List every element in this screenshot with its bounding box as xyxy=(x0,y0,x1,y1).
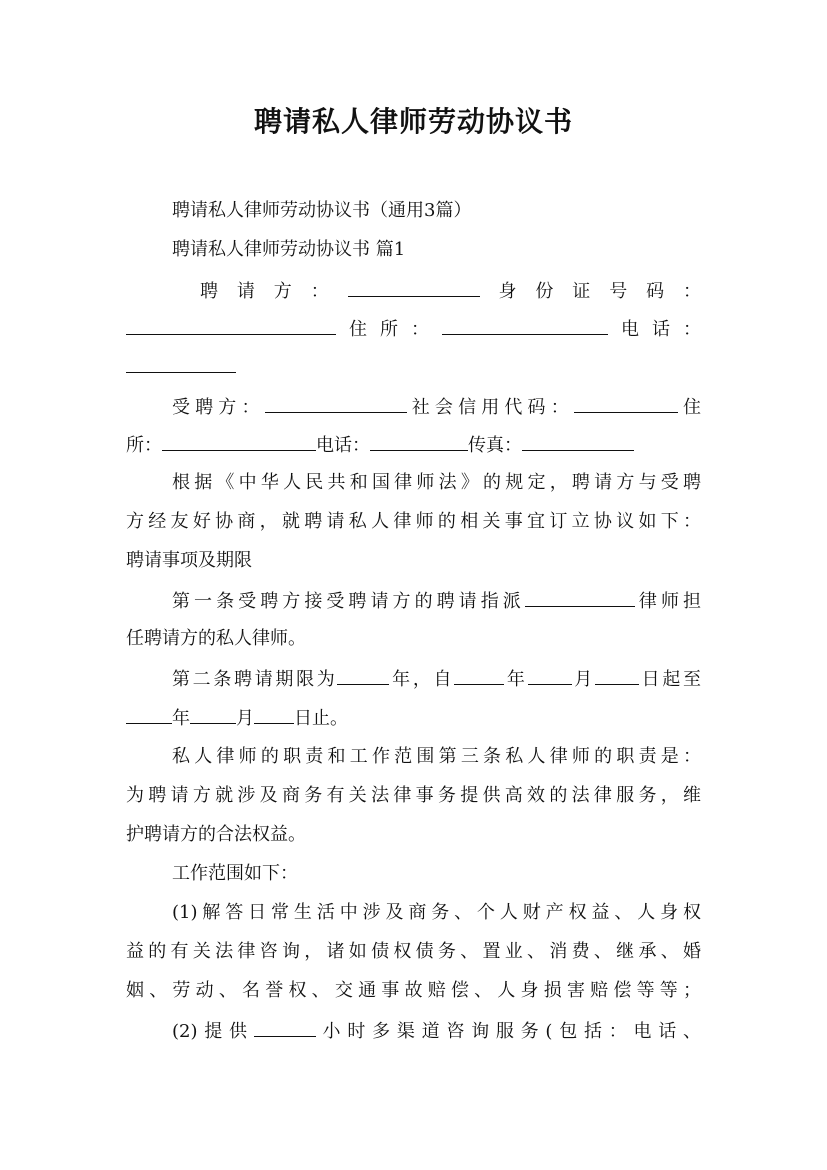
article-2-month-label: 月 xyxy=(571,669,595,690)
basis-line-3: 聘请事项及期限 xyxy=(126,550,252,571)
employee-label: 受聘方： xyxy=(172,397,265,418)
start-month-blank xyxy=(528,666,572,685)
basis-line-1: 根据《中华人民共和国律师法》的规定，聘请方与受聘 xyxy=(172,472,701,493)
employer-line-2 xyxy=(126,316,701,342)
article-2-year-from: 年，自 xyxy=(389,669,455,690)
scope-heading: 工作范围如下： xyxy=(172,863,298,884)
employee-address-blank xyxy=(162,432,316,451)
item-2-line-1 xyxy=(172,1018,701,1044)
id-number-label: 身份证号码： xyxy=(479,281,702,302)
credit-code-label: 社会信用代码： xyxy=(406,397,574,418)
employer-label: 聘请方： xyxy=(200,281,348,302)
employer-line-1 xyxy=(200,278,701,304)
article-2-line-1 xyxy=(172,666,701,692)
consult-hours-blank xyxy=(254,1018,316,1037)
end-year-label: 年 xyxy=(172,708,190,729)
fax-blank xyxy=(522,432,634,451)
fax-label: 传真： xyxy=(468,435,522,456)
start-year-blank xyxy=(454,666,504,685)
end-month-blank xyxy=(190,705,236,724)
lawyer-name-blank xyxy=(525,588,635,607)
employer-name-blank xyxy=(348,278,480,297)
item-1-line-3: 姻、劳动、名誉权、交通事故赔偿、人身损害赔偿等等； xyxy=(126,980,701,1001)
article-1-line-2: 任聘请方的私人律师。 xyxy=(126,628,306,649)
item-1-line-2: 益的有关法律咨询，诸如债权债务、置业、消费、继承、婚 xyxy=(126,941,701,962)
article-2-text: 第二条聘请期限为 xyxy=(172,669,338,690)
end-month-label: 月 xyxy=(236,708,254,729)
end-year-blank xyxy=(126,705,172,724)
employer-address-label: 住所： xyxy=(336,319,442,340)
employee-line-2 xyxy=(126,432,701,458)
credit-code-blank xyxy=(574,394,678,413)
article-1-line-1 xyxy=(172,588,701,614)
article-1-text-tail: 律师担 xyxy=(634,591,702,612)
end-day-label: 日止。 xyxy=(294,708,348,729)
section-heading: 聘请私人律师劳动协议书 篇1 xyxy=(172,239,406,260)
basis-line-2: 方经友好协商，就聘请私人律师的相关事宜订立协议如下： xyxy=(126,511,701,532)
article-2-year-label: 年 xyxy=(504,669,528,690)
employer-address-blank xyxy=(442,316,608,335)
article-3-line-3: 护聘请方的合法权益。 xyxy=(126,824,306,845)
employee-phone-blank xyxy=(370,432,468,451)
document-subtitle: 聘请私人律师劳动协议书（通用3篇） xyxy=(172,200,472,221)
article-1-text: 第一条受聘方接受聘请方的聘请指派 xyxy=(172,591,525,612)
article-2-day-label: 日起至 xyxy=(638,669,702,690)
employee-phone-label: 电话： xyxy=(316,435,370,456)
article-3-line-2: 为聘请方就涉及商务有关法律事务提供高效的法律服务，维 xyxy=(126,785,701,806)
item-1-line-1: (1)解答日常生活中涉及商务、个人财产权益、人身权 xyxy=(172,902,701,923)
start-day-blank xyxy=(595,666,639,685)
employee-line-1 xyxy=(172,394,701,420)
term-years-blank xyxy=(337,666,389,685)
article-3-line-1: 私人律师的职责和工作范围第三条私人律师的职责是： xyxy=(172,746,701,767)
employee-name-blank xyxy=(265,394,407,413)
employer-phone-label: 电话： xyxy=(608,319,701,340)
id-number-blank xyxy=(126,316,336,335)
end-day-blank xyxy=(254,705,294,724)
employee-address-label-1: 住 xyxy=(677,397,702,418)
employer-line-3 xyxy=(126,354,701,380)
article-2-line-2 xyxy=(126,705,701,731)
item-2-text: (2)提供 xyxy=(172,1021,254,1042)
document-title: 聘请私人律师劳动协议书 xyxy=(253,105,573,138)
employer-phone-blank xyxy=(126,354,236,373)
employee-address-label-2: 所： xyxy=(126,435,162,456)
item-2-text-tail: 小时多渠道咨询服务(包括：电话、 xyxy=(315,1021,702,1042)
